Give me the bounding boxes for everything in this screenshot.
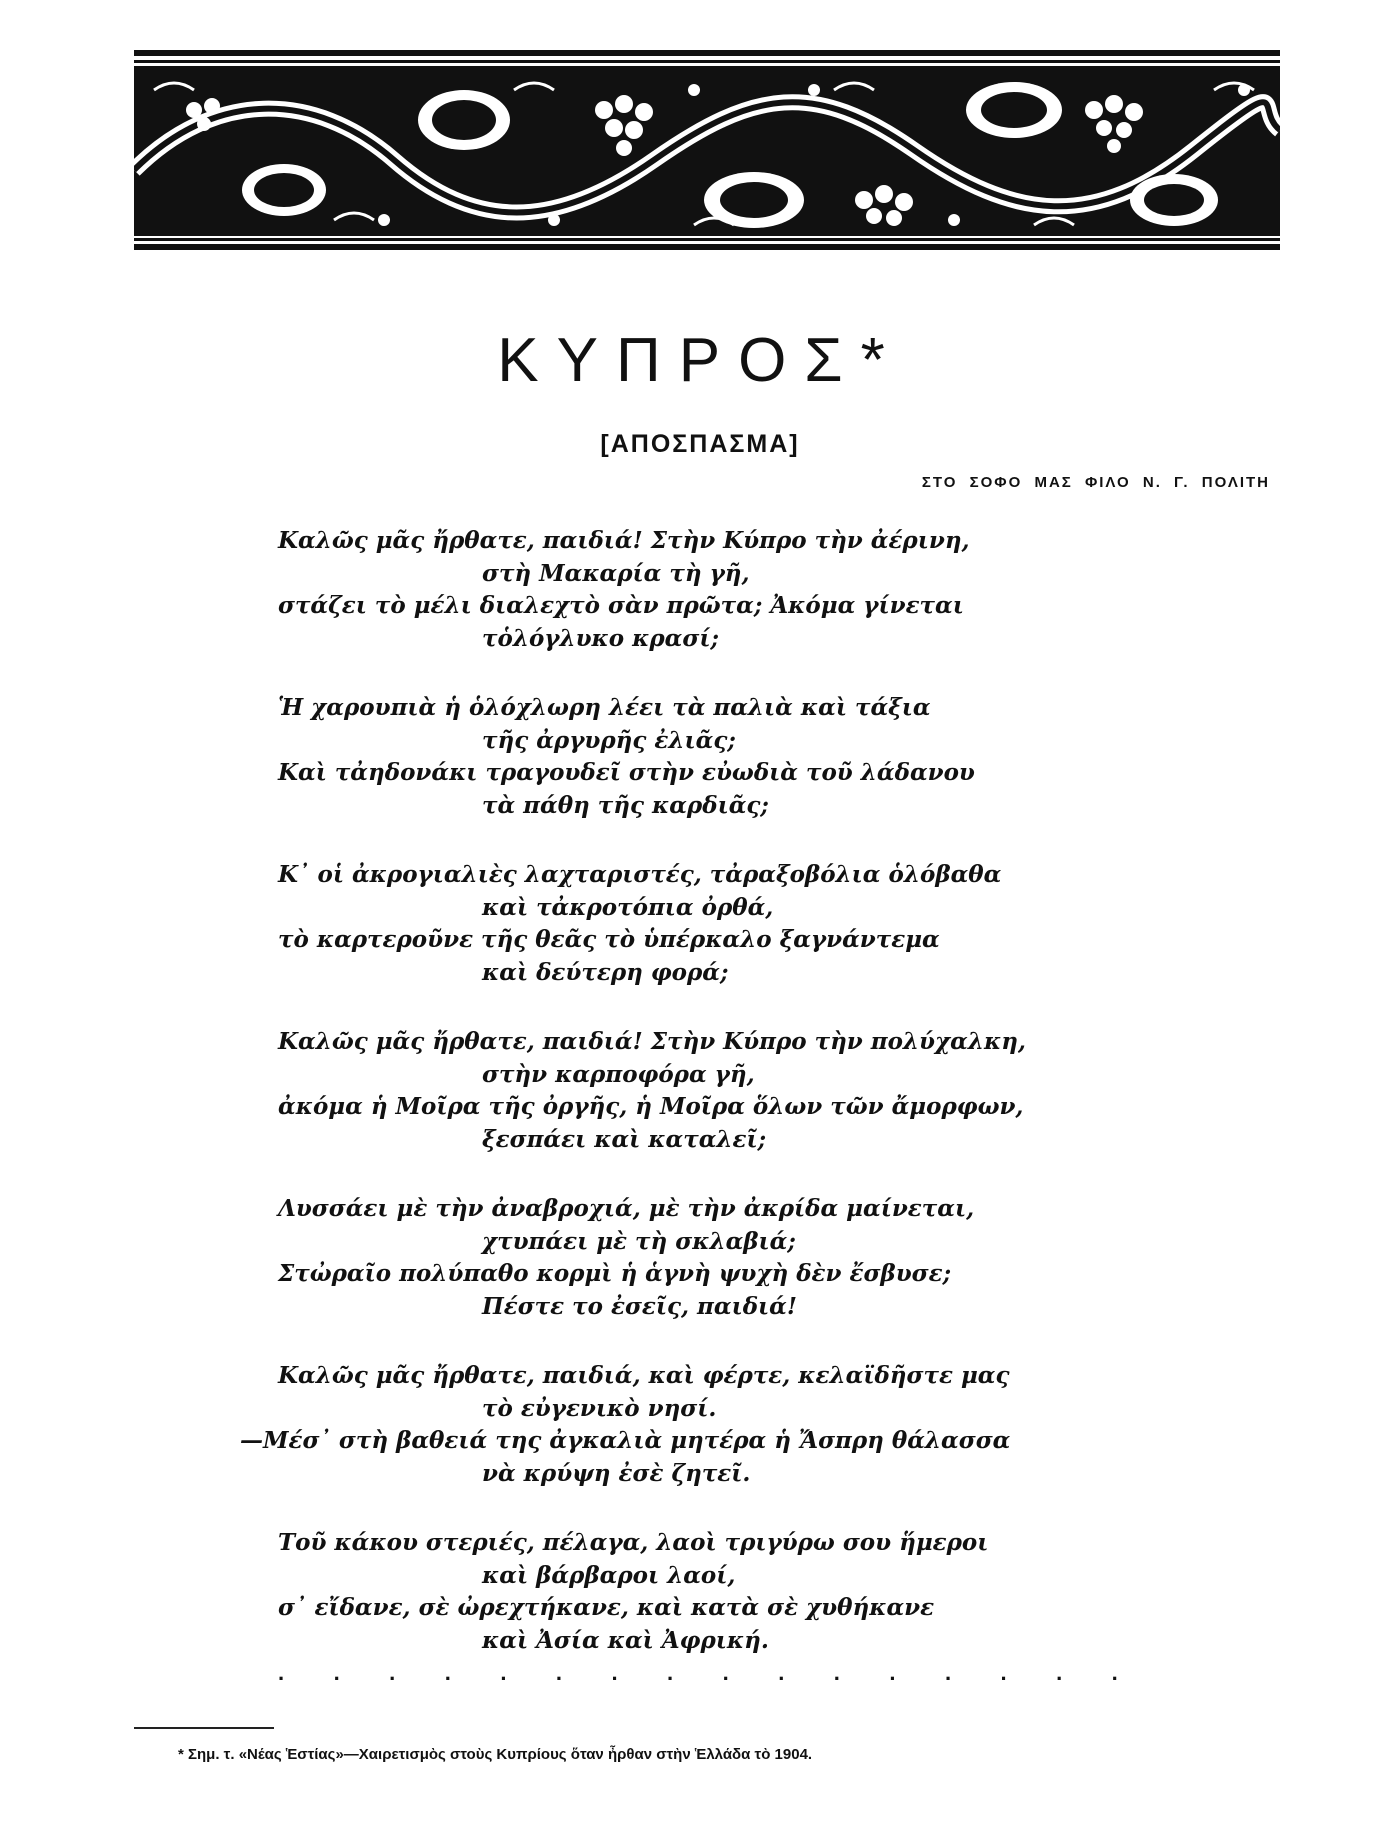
ellipsis-dot: . <box>500 1660 507 1685</box>
poem-line: —Μέσ᾿ στὴ βαθειά της ἀγκαλιὰ μητέρα ἡ Ἄσπρη θάλασσα <box>240 1427 1011 1454</box>
ellipsis-dots <box>278 1660 1118 1686</box>
poem-line: Πέστε το ἐσεῖς, παιδιά! <box>482 1292 797 1320</box>
stanza <box>0 1193 1400 1323</box>
stanza <box>0 859 1400 989</box>
stanza <box>0 1527 1400 1657</box>
ellipsis-dot: . <box>667 1660 674 1685</box>
ellipsis-dot: . <box>833 1660 840 1685</box>
poem-line: καὶ δεύτερη φορά; <box>482 958 729 986</box>
poem-line: τῆς ἀργυρῆς ἐλιᾶς; <box>482 726 736 754</box>
ellipsis-dot: . <box>444 1660 451 1685</box>
poem-line: Στὠραῖο πολύπαθο κορμὶ ἡ ἁγνὴ ψυχὴ δὲν ἔσβυσε; <box>278 1260 952 1287</box>
ellipsis-dot: . <box>555 1660 563 1685</box>
ellipsis-dot: . <box>722 1660 729 1685</box>
poem-line: στὴ Μακαρία τὴ γῆ, <box>482 559 750 587</box>
stanza <box>0 1360 1400 1490</box>
poem-line: χτυπάει μὲ τὴ σκλαβιά; <box>482 1227 796 1255</box>
poem-line: νὰ κρύψη ἐσὲ ζητεῖ. <box>482 1459 751 1487</box>
poem-line: καὶ βάρβαροι λαοί, <box>482 1561 736 1589</box>
footnote: * Σημ. τ. «Νέας Ἑστίας»—Χαιρετισμὸς στοὺς Κυπρίους ὅταν ἦρθαν στὴν Ἑλλάδα τὸ 1904. <box>178 1746 813 1763</box>
ellipsis-dot: . <box>1000 1660 1007 1685</box>
poem-subtitle: [ΑΠΟΣΠΑΣΜΑ] <box>600 430 800 458</box>
poem-line: σ᾿ εἴδανε, σὲ ὠρεχτήκανε, καὶ κατὰ σὲ χυθήκανε <box>278 1594 935 1621</box>
stanza <box>0 692 1400 822</box>
dedication: ΣΤΟ ΣΟΦΟ ΜΑΣ ΦΙΛΟ Ν. Γ. ΠΟΛΙΤΗ <box>921 474 1270 491</box>
poem-line: Ἡ χαρουπιὰ ἡ ὁλόχλωρη λέει τὰ παλιὰ καὶ τάξια <box>278 694 931 721</box>
poem-line: Καλῶς μᾶς ἤρθατε, παιδιά, καὶ φέρτε, κελαϊδῆστε μας <box>278 1362 1010 1389</box>
poem-line: καὶ Ἀσία καὶ Ἀφρική. <box>482 1626 769 1654</box>
poem-line: ξεσπάει καὶ καταλεῖ; <box>482 1125 767 1153</box>
poem-line: καὶ τἀκροτόπια ὀρθά, <box>482 893 774 921</box>
footnote-rule <box>134 1727 274 1729</box>
stanza <box>0 1026 1400 1156</box>
ellipsis-dot: . <box>778 1660 785 1685</box>
ellipsis-dot: . <box>333 1660 340 1685</box>
ellipsis-dot: . <box>278 1660 285 1685</box>
poem-line: στὴν καρποφόρα γῆ, <box>482 1060 755 1088</box>
stanza <box>0 525 1400 655</box>
poem-line: τὰ πάθη τῆς καρδιᾶς; <box>482 791 769 819</box>
poem-line: Τοῦ κάκου στεριές, πέλαγα, λαοὶ τριγύρω σου ἥμεροι <box>278 1529 989 1556</box>
vine-scroll-ornament <box>134 50 1280 250</box>
ellipsis-dot: . <box>1056 1660 1063 1685</box>
ellipsis-dot: . <box>611 1660 618 1685</box>
poem-line: Καλῶς μᾶς ἤρθατε, παιδιά! Στὴν Κύπρο τὴν ἀέρινη, <box>278 527 970 554</box>
poem-body <box>0 525 1400 1694</box>
poem-line: Καὶ τἀηδονάκι τραγουδεῖ στὴν εὐωδιὰ τοῦ λάδανου <box>278 759 975 786</box>
poem-line: ἀκόμα ἡ Μοῖρα τῆς ὀργῆς, ἡ Μοῖρα ὅλων τῶν ἄμορφων, <box>278 1093 1024 1120</box>
poem-line: τὸ εὐγενικὸ νησί. <box>482 1394 717 1422</box>
poem-line: στάζει τὸ μέλι διαλεχτὸ σὰν πρῶτα; Ἀκόμα γίνεται <box>278 592 964 619</box>
poem-line: τὸ καρτεροῦνε τῆς θεᾶς τὸ ὑπέρκαλο ξαγνάντεμα <box>278 926 940 953</box>
poem-line: τὁλόγλυκο κρασί; <box>482 624 719 652</box>
poem-line: Καλῶς μᾶς ἤρθατε, παιδιά! Στὴν Κύπρο τὴν πολύχαλκη, <box>278 1028 1026 1055</box>
ellipsis-dot: . <box>944 1660 952 1685</box>
ellipsis-dot: . <box>1111 1660 1118 1685</box>
poem-line: Λυσσάει μὲ τὴν ἀναβροχιά, μὲ τὴν ἀκρίδα μαίνεται, <box>278 1195 975 1222</box>
poem-title: ΚΥΠΡΟΣ* <box>497 326 903 395</box>
ellipsis-dot: . <box>389 1660 396 1685</box>
poem-line: Κ᾿ οἱ ἀκρογιαλιὲς λαχταριστές, τἀραξοβόλια ὁλόβαθα <box>278 861 1002 888</box>
ellipsis-dot: . <box>889 1660 896 1685</box>
